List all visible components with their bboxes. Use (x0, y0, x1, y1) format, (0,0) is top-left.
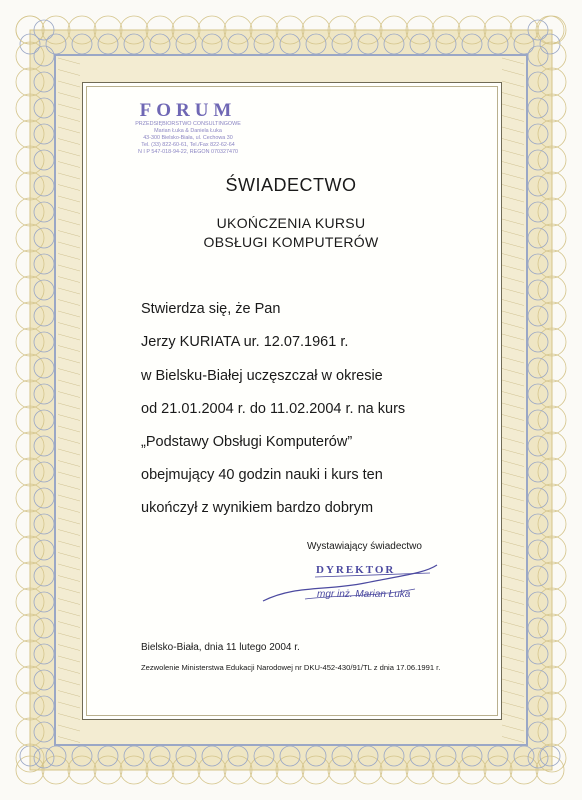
body-line-5: „Podstawy Obsługi Komputerów” (141, 434, 353, 450)
issuer-line: Tel. (33) 822-60-61, Tel./Fax 822-62-64 (141, 142, 235, 148)
body-line-6: obejmujący 40 godzin nauki i kurs ten (141, 467, 383, 483)
certificate-title: ŚWIADECTWO (225, 175, 357, 195)
signature-label: Wystawiający świadectwo (307, 541, 422, 552)
body-line-4: od 21.01.2004 r. do 11.02.2004 r. na kurs (141, 401, 406, 417)
body-line-7: ukończył z wynikiem bardzo dobrym (141, 500, 374, 516)
certificate-subtitle-2: OBSŁUGI KOMPUTERÓW (203, 234, 379, 250)
place-date: Bielsko-Biała, dnia 11 lutego 2004 r. (141, 642, 300, 653)
issuer-line: Marian Łuka & Daniela Łuka (154, 128, 222, 134)
body-line-2: Jerzy KURIATA ur. 12.07.1961 r. (141, 334, 349, 350)
issuer-line: 43-300 Bielsko-Biała, ul. Cechowa 30 (143, 135, 233, 141)
issuer-name: FORUM (139, 100, 237, 121)
ministry-permit: Zezwolenie Ministerstwa Edukacji Narodowej nr DKU-452-430/91/TL z dnia 17.06.1991 r. (141, 663, 441, 672)
body-line-3: w Bielsku-Białej uczęszczał w okresie (141, 368, 383, 384)
issuer-line: PRZEDSIĘBIORSTWO CONSULTINGOWE (135, 121, 241, 127)
body-line-1: Stwierdza się, że Pan (141, 301, 281, 317)
stamp-title: DYREKTOR (316, 564, 396, 576)
stamp-name: mgr inż. Marian Łuka (317, 589, 411, 600)
issuer-line: N I P 547-018-94-22, REGON 070327470 (138, 149, 238, 155)
issuer-logo (118, 101, 258, 163)
certificate-subtitle-1: UKOŃCZENIA KURSU (216, 215, 366, 231)
